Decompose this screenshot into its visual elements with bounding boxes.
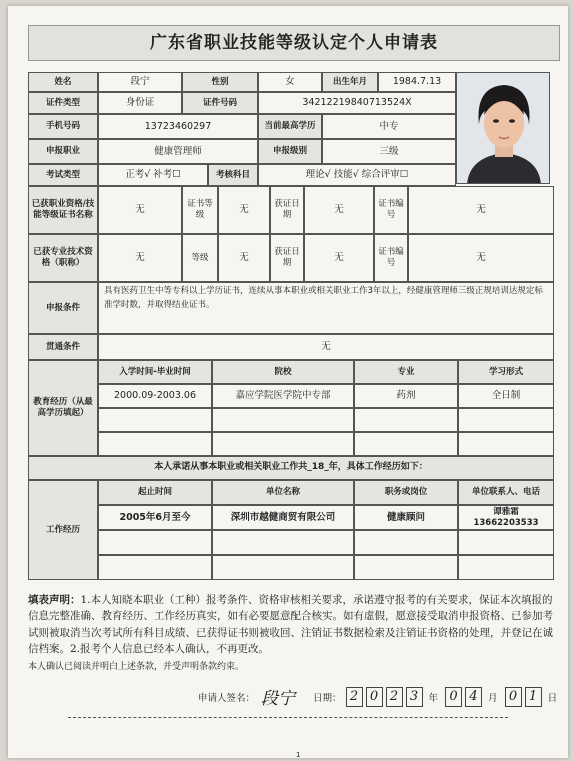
vocational-cert-date-label: 获证日期 [270, 186, 304, 234]
declaration [28, 592, 554, 657]
edu-school-header: 院校 [212, 360, 354, 384]
work-period-cell[interactable]: 2005年6月至今 [98, 505, 212, 530]
occupation-value[interactable]: 健康管理师 [98, 139, 258, 164]
professional-grade[interactable]: 无 [218, 234, 270, 282]
vocational-cert-label: 已获职业资格/技能等级证书名称 [28, 186, 98, 234]
work-post-header: 职务或岗位 [354, 480, 458, 505]
edu-period-cell[interactable]: 2000.09-2003.06 [98, 384, 212, 408]
professional-date-label: 获证日期 [270, 234, 304, 282]
education-label: 当前最高学历 [258, 114, 322, 139]
professional-cert-name[interactable]: 无 [98, 234, 182, 282]
work-empty-cell[interactable] [354, 555, 458, 580]
id-type-value[interactable]: 身份证 [98, 92, 182, 114]
work-contact-header: 单位联系人、电话 [458, 480, 554, 505]
phone-value[interactable]: 13723460297 [98, 114, 258, 139]
id-no-value[interactable]: 34212219840713524X [258, 92, 456, 114]
gender-value[interactable]: 女 [258, 72, 322, 92]
apply-condition-label: 申报条件 [28, 282, 98, 334]
applicant-photo [456, 72, 550, 184]
professional-no-label: 证书编号 [374, 234, 408, 282]
work-empty-cell[interactable] [98, 555, 212, 580]
cut-line [68, 717, 508, 718]
work-contact-cell[interactable]: 谭雅霜 13662203533 [458, 505, 554, 530]
education-value[interactable]: 中专 [322, 114, 456, 139]
edu-empty-cell[interactable] [458, 408, 554, 432]
work-period-header: 起止时间 [98, 480, 212, 505]
vocational-cert-level-label: 证书等级 [182, 186, 218, 234]
declaration-text: 1.本人知晓本职业（工种）报考条件、资格审核相关要求，承诺遵守报考的有关要求，保证本次填报的信息完整准确、教育经历、工作经历真实，如有必要愿意配合核实。如有虚假，愿意接受取消申报资格、已参加考试则被取消当次考试所有科目成绩、已获得证书则被收回、注销证书数据检索及注销证书资格的处理，并登记在诚信档案。2.报考个人信息已经本人确认，不再更改。 [28, 594, 553, 655]
work-empty-cell[interactable] [458, 530, 554, 555]
year-char: 年 [428, 692, 439, 704]
date-digit[interactable]: 0 [445, 687, 462, 707]
name-label: 姓名 [28, 72, 98, 92]
gender-label: 性别 [182, 72, 258, 92]
exam-subject-label: 考核科目 [208, 164, 258, 186]
edu-empty-cell[interactable] [212, 432, 354, 456]
edu-empty-cell[interactable] [458, 432, 554, 456]
declaration-heading: 填表声明： [28, 594, 81, 606]
vocational-cert-no[interactable]: 无 [408, 186, 554, 234]
page-number: 1 [296, 751, 301, 759]
work-empty-cell[interactable] [458, 555, 554, 580]
exam-type-label: 考试类型 [28, 164, 98, 186]
work-empty-cell[interactable] [354, 530, 458, 555]
work-post-cell[interactable]: 健康顾问 [354, 505, 458, 530]
vocational-cert-name[interactable]: 无 [98, 186, 182, 234]
confirm-text: 本人确认已阅读并明白上述条款，并受声明条款约束。 [28, 662, 245, 672]
signature-row [198, 684, 560, 709]
professional-cert-label: 已获专业技术资格（职称） [28, 234, 98, 282]
edu-major-cell[interactable]: 药剂 [354, 384, 458, 408]
form-title: 广东省职业技能等级认定个人申请表 [28, 25, 560, 61]
level-value[interactable]: 三级 [322, 139, 456, 164]
edu-empty-cell[interactable] [98, 432, 212, 456]
day-char: 日 [547, 692, 558, 704]
work-empty-cell[interactable] [212, 555, 354, 580]
date-digit[interactable]: 2 [386, 687, 403, 707]
date-digit[interactable]: 0 [366, 687, 383, 707]
edu-major-header: 专业 [354, 360, 458, 384]
edu-empty-cell[interactable] [98, 408, 212, 432]
date-digit[interactable]: 2 [346, 687, 363, 707]
birth-value[interactable]: 1984.7.13 [378, 72, 456, 92]
edu-school-cell[interactable]: 嘉应学院医学院中专部 [212, 384, 354, 408]
professional-no[interactable]: 无 [408, 234, 554, 282]
edu-empty-cell[interactable] [354, 408, 458, 432]
work-empty-cell[interactable] [98, 530, 212, 555]
date-label: 日期： [313, 692, 342, 704]
transfer-condition-label: 贯通条件 [28, 334, 98, 360]
work-history-label: 工作经历 [28, 480, 98, 580]
work-empty-cell[interactable] [212, 530, 354, 555]
edu-mode-cell[interactable]: 全日制 [458, 384, 554, 408]
exam-type-value[interactable]: 正考√ 补考☐ [98, 164, 208, 186]
phone-label: 手机号码 [28, 114, 98, 139]
edu-mode-header: 学习形式 [458, 360, 554, 384]
edu-empty-cell[interactable] [354, 432, 458, 456]
signature-label: 申请人签名： [198, 692, 256, 704]
transfer-condition-value[interactable]: 无 [98, 334, 554, 360]
id-type-label: 证件类型 [28, 92, 98, 114]
vocational-cert-level[interactable]: 无 [218, 186, 270, 234]
edu-period-header: 入学时间-毕业时间 [98, 360, 212, 384]
edu-empty-cell[interactable] [212, 408, 354, 432]
professional-grade-label: 等级 [182, 234, 218, 282]
signature-handwriting[interactable]: 段宁 [261, 689, 296, 709]
application-form [8, 6, 568, 758]
work-statement: 本人承诺从事本职业或相关职业工作共_18_年，具体工作经历如下： [28, 456, 554, 480]
occupation-label: 申报职业 [28, 139, 98, 164]
portrait-image [457, 73, 550, 184]
work-unit-header: 单位名称 [212, 480, 354, 505]
vocational-cert-date[interactable]: 无 [304, 186, 374, 234]
date-digit[interactable]: 4 [465, 687, 482, 707]
vocational-cert-no-label: 证书编号 [374, 186, 408, 234]
exam-subject-value[interactable]: 理论√ 技能√ 综合评审☐ [258, 164, 456, 186]
work-unit-cell[interactable]: 深圳市越健商贸有限公司 [212, 505, 354, 530]
birth-label: 出生年月 [322, 72, 378, 92]
name-value[interactable]: 段宁 [98, 72, 182, 92]
date-digit[interactable]: 0 [505, 687, 522, 707]
date-digit[interactable]: 1 [525, 687, 542, 707]
level-label: 申报级别 [258, 139, 322, 164]
apply-condition-text[interactable]: 具有医药卫生中等专科以上学历证书，连续从事本职业或相关职业工作3年以上，经健康管理师三级正规培训达规定标准学时数，并取得结业证书。 [98, 282, 554, 334]
id-no-label: 证件号码 [182, 92, 258, 114]
education-history-label: 教育经历（从最高学历填起） [28, 360, 98, 456]
date-digit[interactable]: 3 [406, 687, 423, 707]
professional-date[interactable]: 无 [304, 234, 374, 282]
month-char: 月 [488, 692, 498, 704]
